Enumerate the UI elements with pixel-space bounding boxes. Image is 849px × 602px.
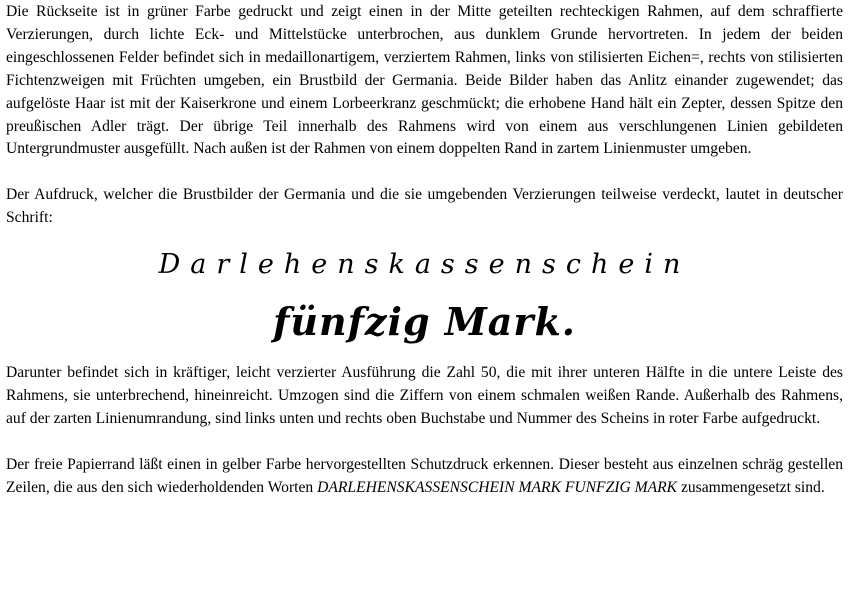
paragraph-number-description: Darunter befindet sich in kräftiger, leicht verzierter Ausführung die Zahl 50, die mit ihrer unteren Hälfte in die untere Leiste des Rahmens, sie unterbrechend, hineinreicht. Umzogen sind die Ziffern von einem schmalen weißen Rande. Außerhalb des Rahmens, auf der zarten Linienumrandung, sind links unten und rechts oben Buchstabe und Nummer des Scheins in roter Farbe aufgedruckt. bbox=[6, 364, 843, 427]
paragraph-imprint-intro: Der Aufdruck, welcher die Brustbilder der Germania und die sie umgebenden Verzierungen teilweise verdeckt, lautet in deutscher Schrift: bbox=[6, 186, 843, 227]
paragraph-reverse-description: Die Rückseite ist in grüner Farbe gedruckt und zeigt einen in der Mitte geteilten rechteckigen Rahmen, auf dem schraffierte Verzierungen, durch lichte Eck- und Mittelstücke unterbrochen, aus dunklem Grunde hervortreten. In jedem der beiden eingeschlossenen Felder befindet sich in medaillonartigem, verziertem Rahmen, links von stilisierten Eichen=, rechts von stilisierten Fichtenzweigen mit Früchten umgeben, ein Brustbild der Germania. Beide Bilder haben das Anlitz einander zugewendet; das aufgelöste Haar ist mit der Kaiserkrone und einem Lorbeerkranz geschmückt; die erhobene Hand hält ein Zepter, dessen Spitze den preußischen Adler trägt. Der übrige Teil innerhalb des Rahmens wird von einem aus verschlungenen Linien gebildeten Untergrundmuster ausgefüllt. Nach außen ist der Rahmen von einem doppelten Rand in zartem Linienmuster umgeben. bbox=[6, 3, 843, 158]
imprint-line-fuenfzig-mark: fünfzig Mark. bbox=[272, 299, 577, 345]
paragraph-paper-margin-start: Der freie Papierrand läßt einen in gelber Farbe hervorgestellten Schutzdruck erkennen. Dieser besteht aus einzelnen schräg gestellen Zeilen, die aus den sich wiederholdenden Worten bbox=[6, 455, 843, 496]
paragraph-paper-margin bbox=[6, 454, 843, 500]
paragraph-paper-margin-end: zusammengesetzt sind. bbox=[677, 478, 825, 496]
imprint-line-darlehenskassenschein: Darlehenskassenschein bbox=[158, 249, 691, 281]
security-print-words: DARLEHENSKASSENSCHEIN MARK FUNFZIG MARK bbox=[317, 478, 678, 496]
